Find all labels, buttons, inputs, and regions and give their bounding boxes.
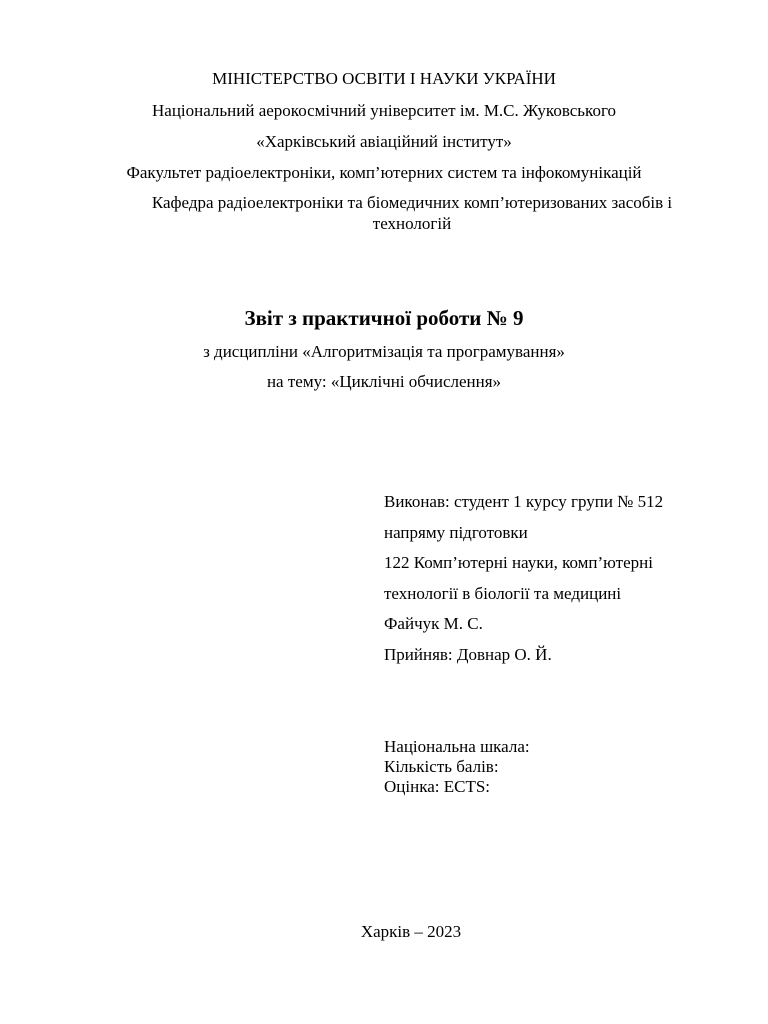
accepted-by: Прийняв: Довнар О. Й.: [384, 645, 552, 664]
city-year: Харків – 2023: [360, 922, 462, 941]
report-discipline: з дисципліни «Алгоритмізація та програмування»: [203, 342, 565, 361]
national-scale-label: Національна шкала:: [384, 737, 530, 756]
ministry-heading: МІНІСТЕРСТВО ОСВІТИ І НАУКИ УКРАЇНИ: [212, 69, 556, 88]
report-topic: на тему: «Циклічні обчислення»: [266, 372, 502, 391]
author-line-student: Виконав: студент 1 курсу групи № 512: [384, 492, 664, 511]
department-name: Кафедра радіоелектроніки та біомедичних комп’ютеризованих засобів і технологій: [151, 193, 673, 233]
faculty-name: Факультет радіоелектроніки, комп’ютерних систем та інфокомунікацій: [126, 163, 642, 182]
author-line-direction: напряму підготовки: [384, 523, 528, 542]
report-title: Звіт з практичної роботи № 9: [244, 306, 524, 330]
institute-name: «Харківський авіаційний інститут»: [256, 132, 512, 151]
author-line-specialty: 122 Комп’ютерні науки, комп’ютерні: [384, 553, 653, 572]
author-name: Файчук М. С.: [384, 614, 483, 633]
ects-label: Оцінка: ECTS:: [384, 777, 491, 796]
university-name: Національний аерокосмічний університет ім. М.С. Жуковського: [152, 101, 616, 120]
points-label: Кількість балів:: [384, 757, 499, 776]
author-line-specialty-cont: технології в біології та медицині: [384, 584, 622, 603]
